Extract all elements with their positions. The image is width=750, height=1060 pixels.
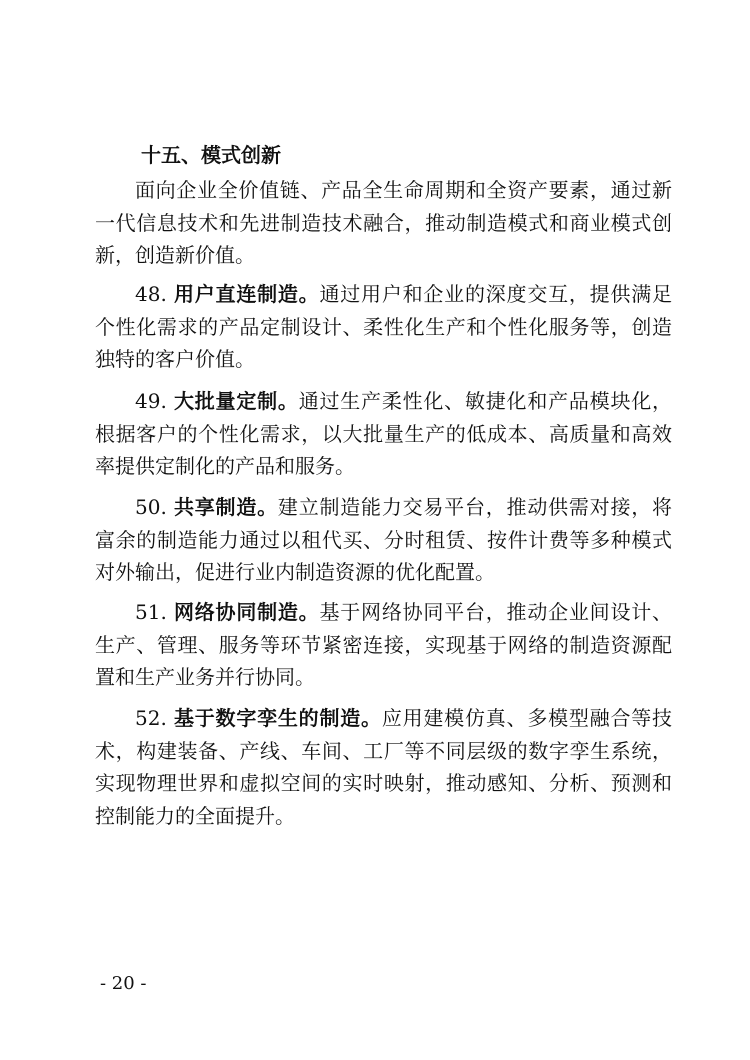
item-body: 通过生产柔性化、敏捷化和产品模块化，根据客户的个性化需求，以大批量生产的低成本、高质量和高效率提供定制化的产品和服务。 xyxy=(95,389,673,479)
item-title: 共享制造。 xyxy=(173,495,278,519)
page-number: - 20 - xyxy=(100,973,147,994)
item-50-paragraph xyxy=(95,491,672,589)
section-heading: 十五、模式创新 xyxy=(141,143,281,167)
intro-paragraph: 面向企业全价值链、产品全生命周期和全资产要素，通过新一代信息技术和先进制造技术融合，推动制造模式和商业模式创新，创造新价值。 xyxy=(95,178,672,268)
item-number: 50. xyxy=(135,495,167,519)
item-52-paragraph xyxy=(95,702,672,832)
item-body: 建立制造能力交易平台，推动供需对接，将富余的制造能力通过以租代买、分时租赁、按件计费等多种模式对外输出，促进行业内制造资源的优化配置。 xyxy=(95,495,673,585)
item-body: 基于网络协同平台，推动企业间设计、生产、管理、服务等环节紧密连接，实现基于网络的制造资源配置和生产业务并行协同。 xyxy=(95,600,673,690)
item-title: 大批量定制。 xyxy=(173,389,299,413)
item-number: 52. xyxy=(135,706,167,730)
item-49-paragraph xyxy=(95,385,672,483)
item-number: 48. xyxy=(135,282,167,306)
item-number: 51. xyxy=(135,600,167,624)
item-title: 用户直连制造。 xyxy=(173,282,320,306)
item-51-paragraph xyxy=(95,596,672,694)
item-48-paragraph xyxy=(95,278,672,376)
item-number: 49. xyxy=(135,389,167,413)
item-body: 应用建模仿真、多模型融合等技术，构建装备、产线、车间、工厂等不同层级的数字孪生系统，实现物理世界和虚拟空间的实时映射，推动感知、分析、预测和控制能力的全面提升。 xyxy=(95,706,673,828)
item-title: 网络协同制造。 xyxy=(173,600,320,624)
item-title: 基于数字孪生的制造。 xyxy=(173,706,382,730)
item-body: 通过用户和企业的深度交互，提供满足个性化需求的产品定制设计、柔性化生产和个性化服务等，创造独特的客户价值。 xyxy=(95,282,673,372)
